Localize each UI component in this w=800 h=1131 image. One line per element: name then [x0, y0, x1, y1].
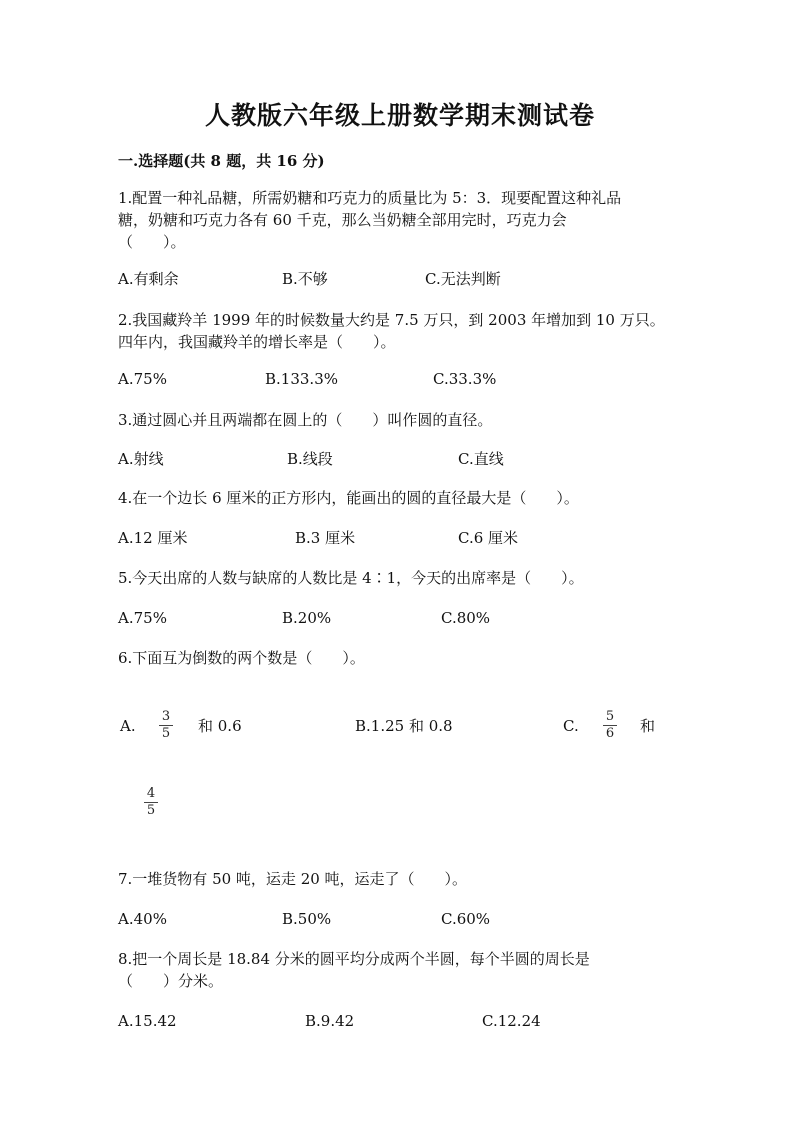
q3-option-a[interactable]: A.射线 — [118, 450, 164, 468]
q4-option-a[interactable]: A.12 厘米 — [118, 529, 188, 547]
section-heading: 一.选择题(共 8 题，共 16 分) — [118, 152, 325, 170]
question-3-line-1: 3.通过圆心并且两端都在圆上的（ ）叫作圆的直径。 — [118, 411, 493, 429]
question-4-line-1: 4.在一个边长 6 厘米的正方形内，能画出的圆的直径最大是（ ）。 — [118, 489, 579, 507]
q6-option-a-label[interactable]: A. — [120, 717, 136, 735]
q6-option-a-text: 和 0.6 — [198, 717, 242, 735]
q7-option-c[interactable]: C.60% — [441, 910, 491, 928]
q5-option-a[interactable]: A.75% — [118, 609, 167, 627]
q2-option-b[interactable]: B.133.3% — [265, 370, 338, 388]
question-7-line-1: 7.一堆货物有 50 吨，运走 20 吨，运走了（ ）。 — [118, 870, 468, 888]
q6-c2-denominator: 5 — [146, 803, 156, 818]
question-6-line-1: 6.下面互为倒数的两个数是（ ）。 — [118, 649, 365, 667]
question-1-line-3: （ ）。 — [118, 233, 186, 251]
q5-option-b[interactable]: B.20% — [282, 609, 332, 627]
exam-title: 人教版六年级上册数学期末测试卷 — [204, 101, 595, 130]
question-6 — [118, 647, 688, 669]
question-5 — [118, 567, 688, 589]
question-4 — [118, 487, 688, 509]
q1-option-a[interactable]: A.有剩余 — [118, 270, 179, 288]
q5-option-c[interactable]: C.80% — [441, 609, 491, 627]
q4-option-c[interactable]: C.6 厘米 — [458, 529, 519, 547]
question-2-line-1: 2.我国藏羚羊 1999 年的时候数量大约是 7.5 万只，到 2003 年增加到 10 万只。 — [118, 311, 665, 329]
question-3 — [118, 409, 688, 431]
q6-option-c-fraction — [603, 710, 617, 741]
q1-option-b[interactable]: B.不够 — [282, 270, 328, 288]
q3-option-c[interactable]: C.直线 — [458, 450, 504, 468]
q6-option-c-second-fraction — [144, 787, 158, 818]
question-8-line-2: （ ）分米。 — [118, 972, 224, 990]
q2-option-c[interactable]: C.33.3% — [433, 370, 497, 388]
question-1-line-2: 糖，奶糖和巧克力各有 60 千克，那么当奶糖全部用完时，巧克力会 — [118, 211, 567, 229]
q6-a-denominator: 5 — [161, 726, 171, 741]
q3-option-b[interactable]: B.线段 — [287, 450, 333, 468]
question-1-line-1: 1.配置一种礼品糖，所需奶糖和巧克力的质量比为 5：3．现要配置这种礼品 — [118, 189, 622, 207]
q8-option-c[interactable]: C.12.24 — [482, 1012, 541, 1030]
q6-c-denominator: 6 — [605, 726, 615, 741]
q1-option-c[interactable]: C.无法判断 — [425, 270, 501, 288]
q7-option-b[interactable]: B.50% — [282, 910, 332, 928]
question-2-line-2: 四年内，我国藏羚羊的增长率是（ ）。 — [118, 333, 396, 351]
q6-c-numerator: 5 — [605, 709, 615, 724]
q6-option-c-text: 和 — [640, 717, 656, 735]
question-5-line-1: 5.今天出席的人数与缺席的人数比是 4∶1，今天的出席率是（ ）。 — [118, 569, 584, 587]
q2-option-a[interactable]: A.75% — [118, 370, 167, 388]
q6-a-numerator: 3 — [161, 709, 171, 724]
q7-option-a[interactable]: A.40% — [118, 910, 167, 928]
q6-option-a-fraction — [159, 710, 173, 741]
q6-option-c-label[interactable]: C. — [563, 717, 579, 735]
question-1 — [118, 187, 688, 253]
question-8-line-1: 8.把一个周长是 18.84 分米的圆平均分成两个半圆，每个半圆的周长是 — [118, 950, 590, 968]
q4-option-b[interactable]: B.3 厘米 — [295, 529, 356, 547]
question-2 — [118, 309, 708, 353]
q6-option-b[interactable]: B.1.25 和 0.8 — [355, 717, 453, 735]
q8-option-b[interactable]: B.9.42 — [305, 1012, 355, 1030]
q6-c2-numerator: 4 — [146, 786, 156, 801]
question-7 — [118, 868, 688, 890]
q8-option-a[interactable]: A.15.42 — [118, 1012, 177, 1030]
question-8 — [118, 948, 688, 992]
